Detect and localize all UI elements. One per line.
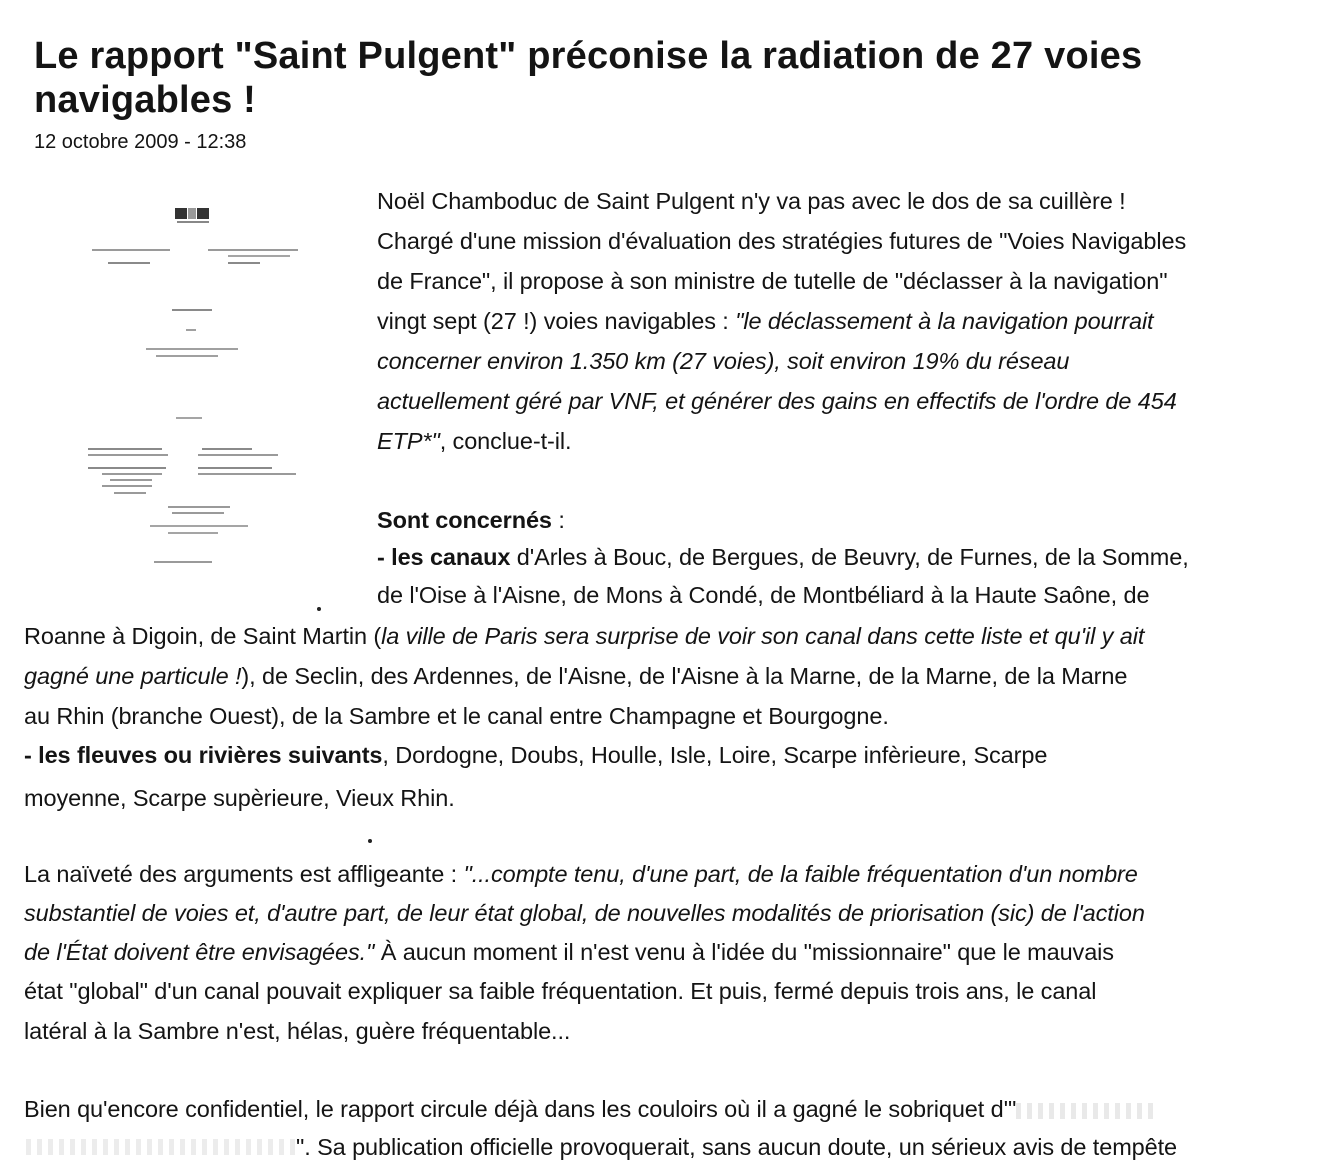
para1-line [377, 306, 1154, 336]
para2-text: La naïveté des arguments est affligeante : [24, 861, 464, 887]
para1-quote: concerner environ 1.350 km (27 voies), soit environ 19% du réseau [377, 348, 1070, 374]
canaux-aside: la ville de Paris sera surprise de voir son canal dans cette liste et qu'il y ait [381, 623, 1145, 649]
para2-text: À aucun moment il n'est venu à l'idée du "missionnaire" que le mauvais [374, 939, 1114, 965]
canaux-line [24, 661, 1127, 691]
para2-quote: substantiel de voies et, d'autre part, de leur état global, de nouvelles modalités de priorisation (sic) de l'action [24, 900, 1145, 926]
para2-quote: "...compte tenu, d'une part, de la faible fréquentation d'un nombre [463, 861, 1138, 887]
para3-line: ". Sa publication officielle provoquerait, sans aucun doute, un sérieux avis de tempête [296, 1134, 1178, 1160]
canaux-line: au Rhin (branche Ouest), de la Sambre et le canal entre Champagne et Bourgogne. [24, 703, 889, 729]
concerned-heading: Sont concernés [377, 507, 552, 533]
para2-line [24, 859, 1138, 889]
para1-line [377, 386, 1177, 416]
redacted-text [26, 1139, 296, 1155]
article-date: 12 octobre 2009 - 12:38 [34, 131, 247, 153]
para2-line: état "global" d'un canal pouvait expliquer sa faible fréquentation. Et puis, fermé depuis trois ans, le canal [24, 978, 1097, 1004]
para1-line: Chargé d'une mission d'évaluation des stratégies futures de "Voies Navigables [377, 228, 1187, 254]
report-cover-icon [80, 205, 320, 585]
para2-quote: de l'État doivent être envisagées." [24, 939, 375, 965]
canaux-text: d'Arles à Bouc, de Bergues, de Beuvry, de Furnes, de la Somme, [510, 544, 1189, 570]
para1-line [377, 346, 1069, 376]
fleuves-label: - les fleuves ou rivières suivants [24, 742, 383, 768]
concerned-heading-suffix: : [551, 507, 565, 533]
canaux-line: de l'Oise à l'Aisne, de Mons à Condé, de Montbéliard à la Haute Saône, de [377, 582, 1150, 608]
para1-line: Noël Chamboduc de Saint Pulgent n'y va pas avec le dos de sa cuillère ! [377, 188, 1126, 214]
report-cover-thumbnail [80, 205, 320, 585]
para3-line [24, 1094, 1156, 1124]
scan-speck [317, 607, 321, 611]
canaux-label: - les canaux [377, 544, 511, 570]
canaux-aside: gagné une particule ! [24, 663, 242, 689]
para2-line [24, 898, 1145, 928]
para1-quote: ETP*" [377, 428, 440, 454]
para3-text: Bien qu'encore confidentiel, le rapport circule déjà dans les couloirs où il a gagné le sobriquet d'" [24, 1096, 1017, 1122]
article-title: Le rapport "Saint Pulgent" préconise la radiation de 27 voies navigables ! [34, 35, 1143, 121]
redacted-text [1016, 1103, 1156, 1119]
para1-quote: "le déclassement à la navigation pourrait [735, 308, 1154, 334]
para2-line [24, 937, 1114, 967]
canaux-line [24, 621, 1144, 651]
para1-line [377, 426, 571, 456]
canaux-text: ), de Seclin, des Ardennes, de l'Aisne, de l'Aisne à la Marne, de la Marne, de la Marne [241, 663, 1128, 689]
fleuves-text: , Dordogne, Doubs, Houlle, Isle, Loire, Scarpe infèrieure, Scarpe [382, 742, 1048, 768]
para1-quote: actuellement géré par VNF, et générer des gains en effectifs de l'ordre de 454 [377, 388, 1177, 414]
para2-line: latéral à la Sambre n'est, hélas, guère fréquentable... [24, 1018, 571, 1044]
para1-line: de France", il propose à son ministre de tutelle de "déclasser à la navigation" [377, 268, 1168, 294]
canaux-text: Roanne à Digoin, de Saint Martin ( [24, 623, 382, 649]
para1-text: vingt sept (27 !) voies navigables : [377, 308, 736, 334]
scan-speck [368, 839, 372, 843]
fleuves-line [24, 740, 1047, 770]
para1-text: , conclue-t-il. [439, 428, 572, 454]
canaux-line [377, 542, 1189, 572]
fleuves-line: moyenne, Scarpe supèrieure, Vieux Rhin. [24, 785, 455, 811]
concerned-heading-line [377, 505, 565, 535]
